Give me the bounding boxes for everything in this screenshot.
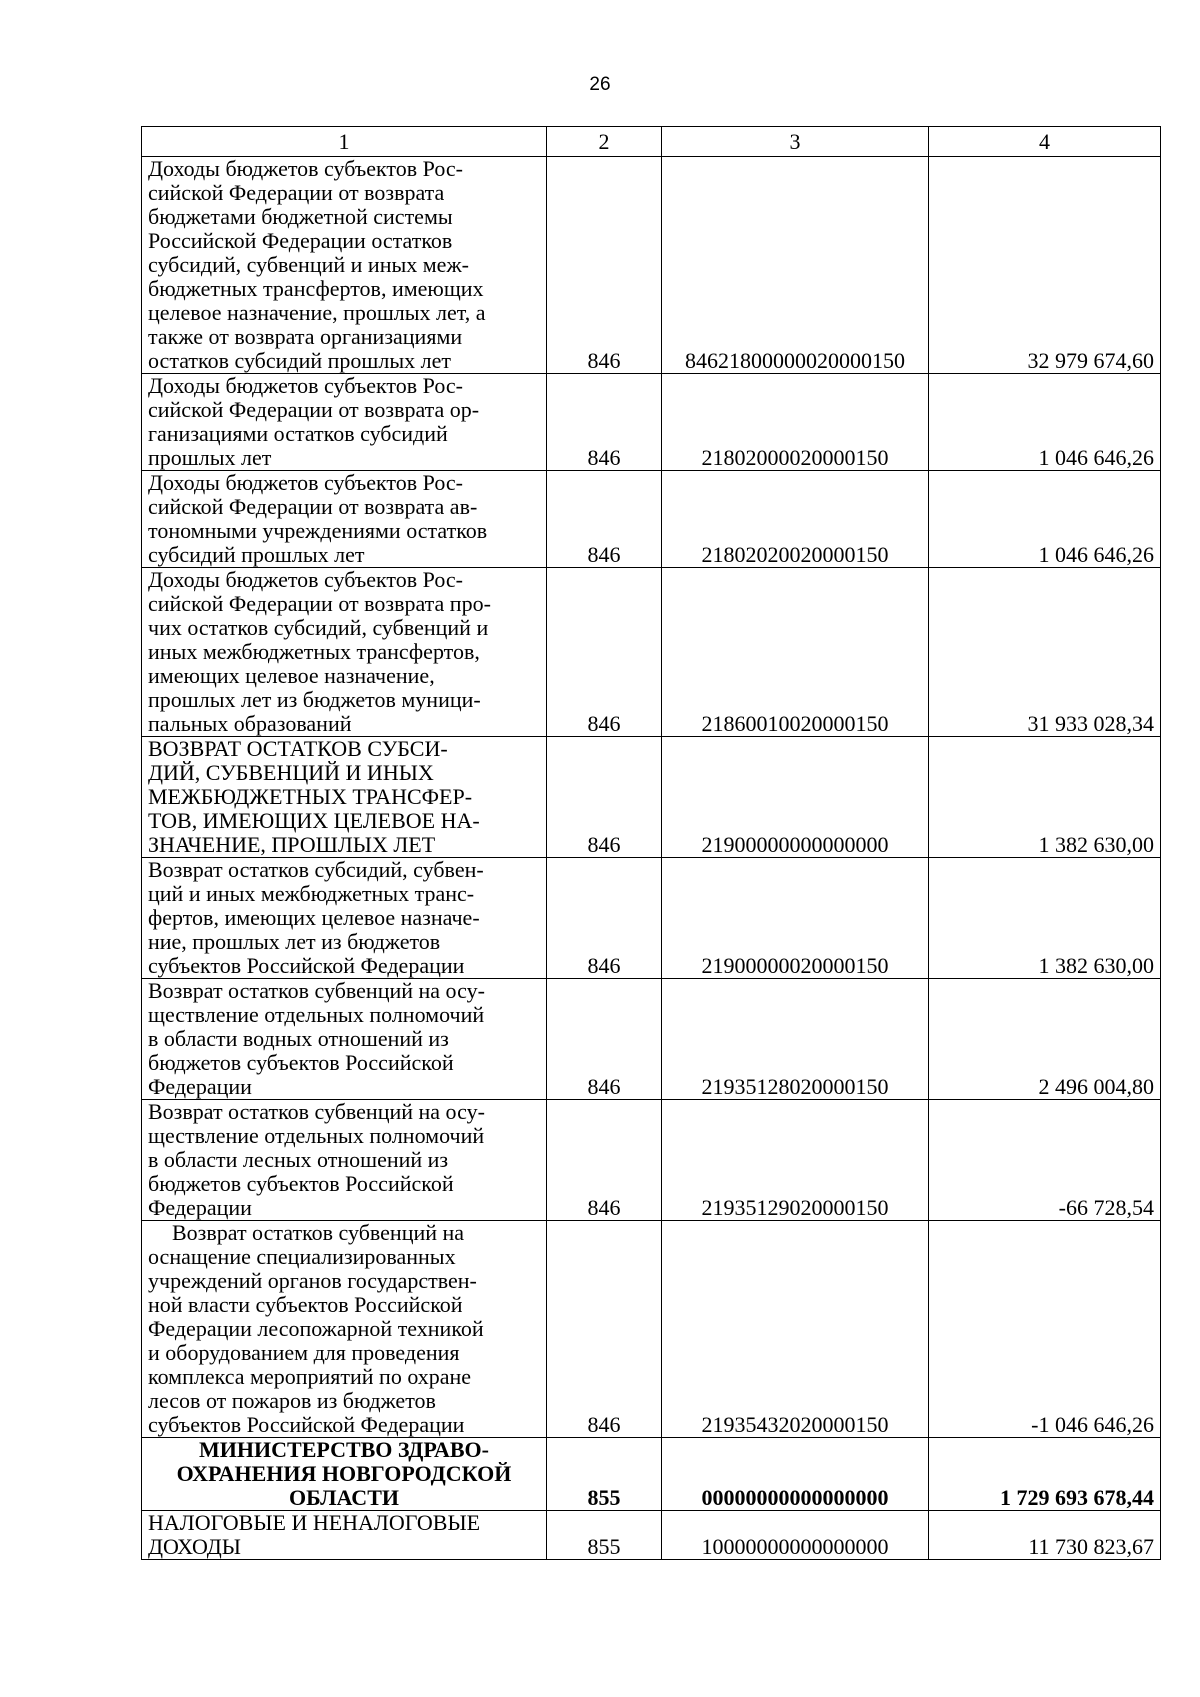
column-header-3: 3 [662,127,929,157]
row-amount: -66 728,54 [929,1100,1161,1221]
page-number: 26 [589,74,611,95]
row-admin-code: 855 [547,1511,662,1560]
row-admin-code: 846 [547,1221,662,1438]
row-budget-code: 10000000000000000 [662,1511,929,1560]
budget-revenue-table [141,126,1161,1560]
row-name: Возврат остатков субвенций на оснащение специализированных учреждений органов государствен- ной власти субъектов Российской Федерации лесопожарной техникой и оборудованием для проведения комплекса мероприятий по охране лесов от пожаров из бюджетов субъектов Российской Федерации [142,1221,547,1438]
row-amount: 11 730 823,67 [929,1511,1161,1560]
row-admin-code: 846 [547,1100,662,1221]
table-row [142,858,1161,979]
row-amount: 1 046 646,26 [929,374,1161,471]
table-row [142,568,1161,737]
row-admin-code: 855 [547,1438,662,1511]
row-amount: 31 933 028,34 [929,568,1161,737]
table-row [142,979,1161,1100]
row-admin-code: 846 [547,471,662,568]
table-row [142,1100,1161,1221]
row-name: Доходы бюджетов субъектов Рос- сийской Федерации от возврата про- чих остатков субсидий, субвенций и иных межбюджетных трансфертов, имеющих целевое назначение, прошлых лет из бюджетов муници- пальных образований [142,568,547,737]
table-row [142,737,1161,858]
row-budget-code: 00000000000000000 [662,1438,929,1511]
row-budget-code: 21802020020000150 [662,471,929,568]
row-name: Возврат остатков субвенций на осу- ществление отдельных полномочий в области водных отношений из бюджетов субъектов Российской Федерации [142,979,547,1100]
row-amount: 1 382 630,00 [929,737,1161,858]
row-name: Возврат остатков субвенций на осу- ществление отдельных полномочий в области лесных отношений из бюджетов субъектов Российской Федерации [142,1100,547,1221]
row-amount: -1 046 646,26 [929,1221,1161,1438]
row-admin-code: 846 [547,858,662,979]
row-amount: 1 046 646,26 [929,471,1161,568]
table-row [142,374,1161,471]
row-budget-code: 21900000020000150 [662,858,929,979]
row-admin-code: 846 [547,568,662,737]
row-budget-code: 21900000000000000 [662,737,929,858]
column-header-1: 1 [142,127,547,157]
row-admin-code: 846 [547,374,662,471]
row-admin-code: 846 [547,979,662,1100]
column-header-2: 2 [547,127,662,157]
row-name: Доходы бюджетов субъектов Рос- сийской Федерации от возврата ав- тономными учреждениями остатков субсидий прошлых лет [142,471,547,568]
row-name: НАЛОГОВЫЕ И НЕНАЛОГОВЫЕ ДОХОДЫ [142,1511,547,1560]
table-header-row [142,127,1161,157]
row-amount: 1 729 693 678,44 [929,1438,1161,1511]
row-admin-code: 846 [547,737,662,858]
table-row [142,157,1161,374]
row-amount: 32 979 674,60 [929,157,1161,374]
row-name: ВОЗВРАТ ОСТАТКОВ СУБСИ- ДИЙ, СУБВЕНЦИЙ И ИНЫХ МЕЖБЮДЖЕТНЫХ ТРАНСФЕР- ТОВ, ИМЕЮЩИХ ЦЕЛЕВОЕ НА- ЗНАЧЕНИЕ, ПРОШЛЫХ ЛЕТ [142,737,547,858]
row-budget-code: 21860010020000150 [662,568,929,737]
row-budget-code: 84621800000020000150 [662,157,929,374]
table-row-ministry [142,1438,1161,1511]
table-row [142,1221,1161,1438]
row-budget-code: 21935432020000150 [662,1221,929,1438]
row-name: Доходы бюджетов субъектов Рос- сийской Федерации от возврата бюджетами бюджетной системы Российской Федерации остатков субсидий, субвенций и иных меж- бюджетных трансфертов, имеющих целевое назначение, прошлых лет, а также от возврата организациями остатков субсидий прошлых лет [142,157,547,374]
row-budget-code: 21935128020000150 [662,979,929,1100]
row-budget-code: 21802000020000150 [662,374,929,471]
row-amount: 2 496 004,80 [929,979,1161,1100]
row-amount: 1 382 630,00 [929,858,1161,979]
row-name: Доходы бюджетов субъектов Рос- сийской Федерации от возврата ор- ганизациями остатков субсидий прошлых лет [142,374,547,471]
row-name: МИНИСТЕРСТВО ЗДРАВО- ОХРАНЕНИЯ НОВГОРОДСКОЙ ОБЛАСТИ [142,1438,547,1511]
row-budget-code: 21935129020000150 [662,1100,929,1221]
row-name: Возврат остатков субсидий, субвен- ций и иных межбюджетных транс- фертов, имеющих целевое назначе- ние, прошлых лет из бюджетов субъектов Российской Федерации [142,858,547,979]
column-header-4: 4 [929,127,1161,157]
table-row [142,471,1161,568]
row-admin-code: 846 [547,157,662,374]
table-row [142,1511,1161,1560]
